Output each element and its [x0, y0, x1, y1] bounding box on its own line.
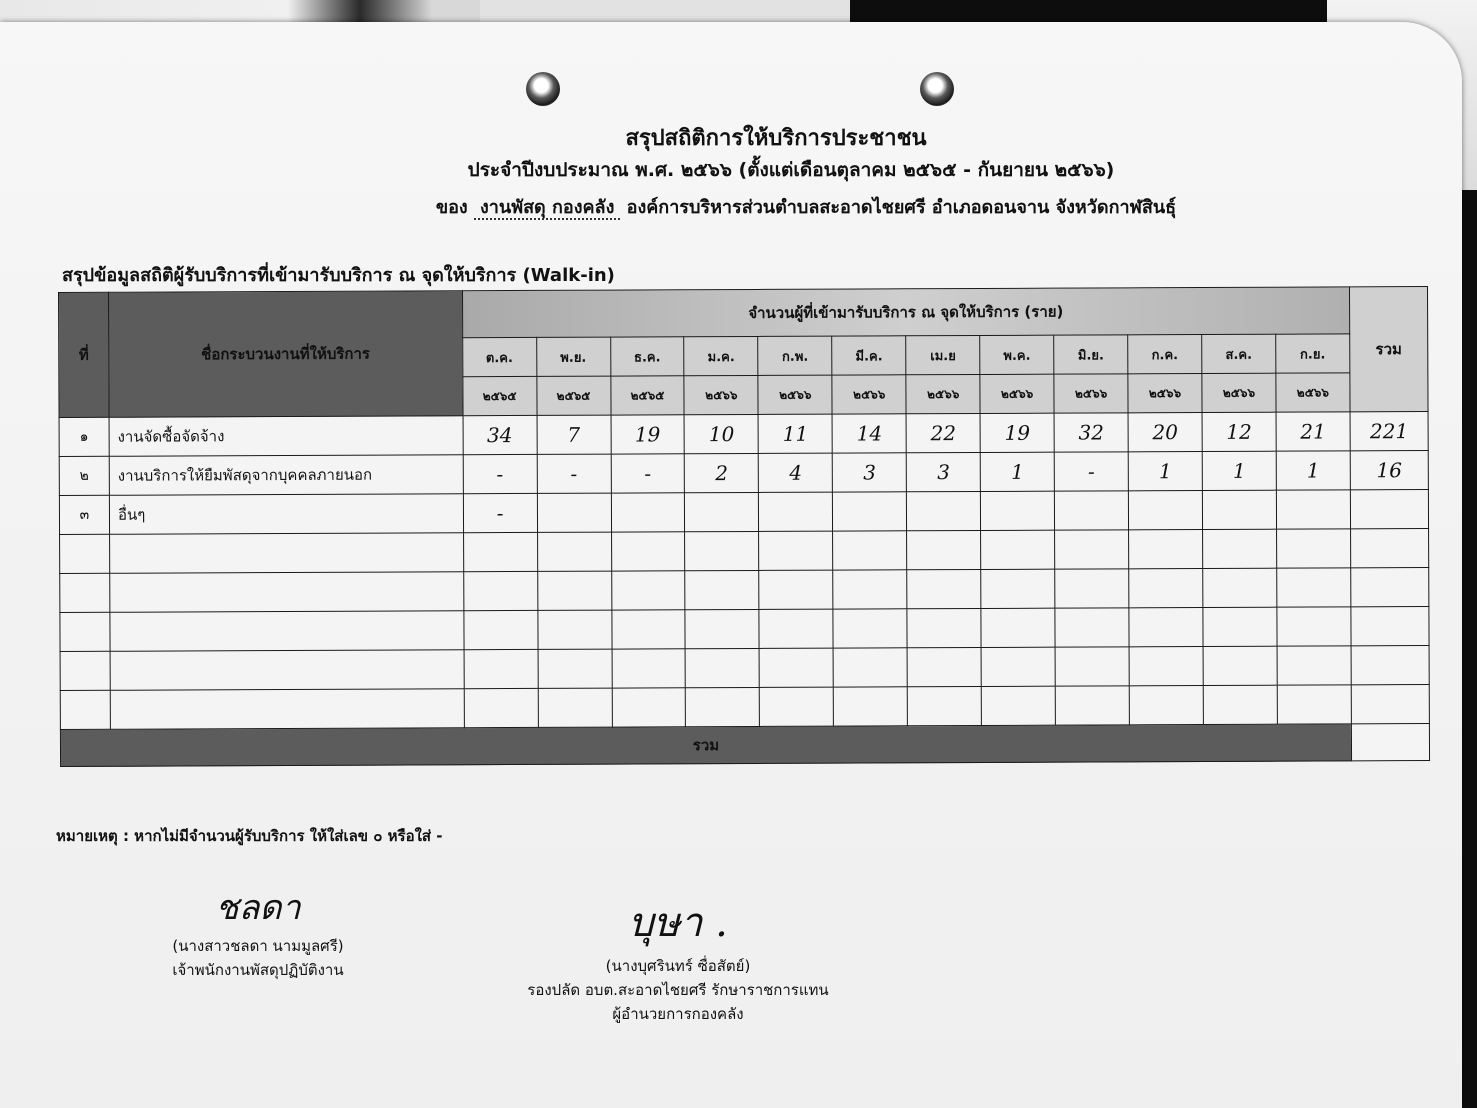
- empty-cell: [464, 649, 538, 688]
- empty-cell: [981, 569, 1055, 608]
- empty-cell: [833, 648, 907, 687]
- empty-table-row: [60, 607, 1429, 652]
- empty-cell: [1203, 685, 1277, 724]
- month-value-cell: -: [463, 454, 537, 493]
- month-value-cell: 19: [980, 413, 1054, 452]
- empty-cell: [60, 573, 110, 612]
- empty-cell: [760, 687, 834, 726]
- month-header: ส.ค.: [1202, 334, 1276, 373]
- month-value-cell: [611, 493, 685, 532]
- month-header: มี.ค.: [832, 336, 906, 375]
- month-value-cell: 4: [759, 453, 833, 492]
- month-value-cell: 20: [1128, 413, 1202, 452]
- month-value-cell: 1: [980, 452, 1054, 491]
- month-value-cell: 2: [685, 453, 759, 492]
- empty-cell: [538, 649, 612, 688]
- empty-cell: [463, 532, 537, 571]
- signatory-name: (นางสาวชลดา นามมูลศรี): [172, 937, 344, 955]
- month-value-cell: [1055, 491, 1129, 530]
- empty-cell: [907, 530, 981, 569]
- empty-cell: [1351, 685, 1429, 724]
- month-value-cell: [1128, 491, 1202, 530]
- month-value-cell: [833, 492, 907, 531]
- empty-cell: [1277, 607, 1351, 646]
- table-row: [59, 412, 1428, 457]
- org-unit: งานพัสดุ กองคลัง: [474, 197, 620, 220]
- year-header: ๒๕๖๕: [536, 376, 610, 415]
- row-number: ๒: [59, 456, 109, 495]
- year-header: ๒๕๖๖: [906, 374, 980, 413]
- signature-block-officer: [138, 880, 378, 982]
- org-prefix: ของ: [435, 197, 468, 218]
- empty-cell: [1351, 607, 1429, 646]
- empty-cell: [1203, 529, 1277, 568]
- document-page: [0, 22, 1462, 1108]
- empty-cell: [110, 611, 464, 652]
- month-header: ก.ย.: [1276, 334, 1350, 373]
- empty-cell: [463, 571, 537, 610]
- empty-cell: [537, 532, 611, 571]
- signatory-position-2: ผู้อำนวยการกองคลัง: [612, 1005, 744, 1023]
- month-header: ธ.ค.: [610, 337, 684, 376]
- year-header: ๒๕๖๖: [758, 375, 832, 414]
- empty-cell: [1055, 530, 1129, 569]
- empty-cell: [60, 612, 110, 651]
- month-value-cell: 7: [537, 415, 611, 454]
- col-group-header: จำนวนผู้ที่เข้ามารับบริการ ณ จุดให้บริการ (ราย): [462, 287, 1349, 338]
- empty-cell: [1350, 529, 1428, 568]
- empty-cell: [1129, 608, 1203, 647]
- year-header: ๒๕๖๖: [832, 375, 906, 414]
- table-body: [59, 412, 1429, 730]
- empty-cell: [685, 570, 759, 609]
- footnote: หมายเหตุ : หากไม่มีจำนวนผู้รับบริการ ให้ใส่เลข ๐ หรือใส่ -: [56, 827, 443, 845]
- empty-table-row: [60, 568, 1429, 613]
- row-total-cell: 16: [1350, 451, 1428, 490]
- month-header: มิ.ย.: [1054, 335, 1128, 374]
- month-header: พ.ค.: [980, 335, 1054, 374]
- empty-cell: [1203, 646, 1277, 685]
- empty-cell: [686, 648, 760, 687]
- process-name: อื่นๆ: [109, 494, 463, 535]
- empty-cell: [907, 647, 981, 686]
- empty-cell: [1277, 685, 1351, 724]
- year-header: ๒๕๖๖: [980, 374, 1054, 413]
- year-header: ๒๕๖๖: [684, 375, 758, 414]
- month-value-cell: 19: [611, 415, 685, 454]
- table-footer-row: [60, 724, 1429, 767]
- empty-cell: [1129, 647, 1203, 686]
- month-value-cell: [981, 491, 1055, 530]
- signatory-position: เจ้าพนักงานพัสดุปฏิบัติงาน: [172, 961, 344, 979]
- row-total-cell: 221: [1350, 412, 1428, 451]
- table-row: [59, 490, 1428, 535]
- empty-cell: [464, 688, 538, 727]
- month-value-cell: -: [611, 454, 685, 493]
- empty-cell: [907, 569, 981, 608]
- col-header-total: รวม: [1349, 287, 1428, 412]
- process-name: งานบริการให้ยืมพัสดุจากบุคคลภายนอก: [109, 455, 463, 496]
- empty-cell: [759, 648, 833, 687]
- punch-hole-icon: [526, 72, 560, 106]
- month-value-cell: [685, 492, 759, 531]
- row-number: ๓: [59, 495, 109, 534]
- empty-cell: [759, 570, 833, 609]
- month-value-cell: 3: [906, 452, 980, 491]
- empty-cell: [110, 689, 464, 730]
- year-header: ๒๕๖๖: [1202, 373, 1276, 412]
- empty-cell: [1351, 646, 1429, 685]
- footer-total-label: รวม: [60, 724, 1351, 767]
- empty-cell: [833, 609, 907, 648]
- year-header: ๒๕๖๖: [1276, 373, 1350, 412]
- signature-block-director: [488, 890, 868, 1026]
- empty-cell: [110, 572, 464, 613]
- empty-cell: [60, 690, 110, 729]
- empty-cell: [1277, 646, 1351, 685]
- row-number: ๑: [59, 417, 109, 456]
- signatory-position: รองปลัด อบต.สะอาดไชยศรี รักษาราชการแทน: [527, 981, 829, 999]
- table-row: [59, 451, 1428, 496]
- month-header: ก.พ.: [758, 336, 832, 375]
- month-value-cell: [907, 491, 981, 530]
- punch-hole-icon: [920, 72, 954, 106]
- document-organization: [150, 192, 1462, 221]
- empty-cell: [981, 647, 1055, 686]
- col-header-name: ชื่อกระบวนงานที่ให้บริการ: [108, 291, 462, 418]
- empty-cell: [981, 530, 1055, 569]
- empty-cell: [1129, 686, 1203, 725]
- month-header: พ.ย.: [536, 337, 610, 376]
- empty-cell: [685, 531, 759, 570]
- empty-cell: [1277, 529, 1351, 568]
- month-value-cell: 1: [1276, 451, 1350, 490]
- empty-cell: [908, 686, 982, 725]
- empty-cell: [686, 687, 760, 726]
- month-value-cell: 11: [758, 414, 832, 453]
- empty-cell: [1277, 568, 1351, 607]
- document-title: สรุปสถิติการให้บริการประชาชน: [625, 126, 927, 151]
- signatory-name: (นางบุศรินทร์ ซื่อสัตย์): [605, 957, 751, 975]
- month-header: ต.ค.: [462, 337, 536, 376]
- month-value-cell: 14: [832, 414, 906, 453]
- empty-cell: [759, 609, 833, 648]
- empty-cell: [464, 610, 538, 649]
- month-value-cell: -: [1054, 452, 1128, 491]
- empty-cell: [1351, 568, 1429, 607]
- month-value-cell: [537, 493, 611, 532]
- year-header: ๒๕๖๕: [610, 376, 684, 415]
- empty-cell: [60, 534, 110, 573]
- month-value-cell: 3: [833, 453, 907, 492]
- month-value-cell: [1276, 490, 1350, 529]
- empty-cell: [833, 570, 907, 609]
- process-name: งานจัดซื้อจัดจ้าง: [109, 416, 463, 457]
- empty-cell: [612, 688, 686, 727]
- month-value-cell: 34: [463, 415, 537, 454]
- empty-cell: [1055, 647, 1129, 686]
- empty-cell: [834, 687, 908, 726]
- empty-cell: [537, 571, 611, 610]
- empty-cell: [1055, 608, 1129, 647]
- month-value-cell: -: [537, 454, 611, 493]
- empty-table-row: [60, 685, 1429, 730]
- empty-cell: [759, 531, 833, 570]
- empty-cell: [611, 571, 685, 610]
- empty-cell: [538, 688, 612, 727]
- month-value-cell: -: [463, 493, 537, 532]
- month-value-cell: 1: [1128, 452, 1202, 491]
- empty-cell: [1203, 607, 1277, 646]
- org-rest: องค์การบริหารส่วนตำบลสะอาดไชยศรี อำเภอดอนจาน จังหวัดกาฬสินธุ์: [626, 197, 1177, 218]
- empty-cell: [981, 608, 1055, 647]
- month-header: ก.ค.: [1128, 335, 1202, 374]
- month-value-cell: 32: [1054, 413, 1128, 452]
- document-subtitle: ประจำปีงบประมาณ พ.ศ. ๒๕๖๖ (ตั้งแต่เดือนตุลาคม ๒๕๖๕ - กันยายน ๒๕๖๖): [467, 159, 1115, 181]
- empty-cell: [833, 531, 907, 570]
- empty-cell: [1203, 568, 1277, 607]
- empty-cell: [1055, 686, 1129, 725]
- empty-cell: [60, 651, 110, 690]
- empty-cell: [1055, 569, 1129, 608]
- empty-cell: [1129, 569, 1203, 608]
- month-value-cell: 22: [906, 413, 980, 452]
- empty-table-row: [60, 529, 1429, 574]
- statistics-table: [58, 286, 1430, 767]
- empty-cell: [907, 608, 981, 647]
- col-header-no: ที่: [59, 292, 109, 417]
- month-value-cell: 1: [1202, 451, 1276, 490]
- month-value-cell: [1202, 490, 1276, 529]
- month-value-cell: 12: [1202, 412, 1276, 451]
- empty-cell: [611, 610, 685, 649]
- month-header: ม.ค.: [684, 336, 758, 375]
- row-total-cell: [1350, 490, 1428, 529]
- empty-cell: [537, 610, 611, 649]
- year-header: ๒๕๖๖: [1128, 374, 1202, 413]
- handwritten-signature: บุษา .: [628, 900, 728, 946]
- empty-cell: [110, 533, 464, 574]
- empty-cell: [1129, 530, 1203, 569]
- empty-cell: [981, 686, 1055, 725]
- month-value-cell: 10: [685, 414, 759, 453]
- empty-cell: [685, 609, 759, 648]
- year-header: ๒๕๖๕: [462, 376, 536, 415]
- empty-cell: [110, 650, 464, 691]
- month-header: เม.ย: [906, 335, 980, 374]
- month-value-cell: 21: [1276, 412, 1350, 451]
- year-header: ๒๕๖๖: [1054, 374, 1128, 413]
- handwritten-signature: ชลดา: [215, 888, 301, 928]
- section-title: สรุปข้อมูลสถิติผู้รับบริการที่เข้ามารับบริการ ณ จุดให้บริการ (Walk-in): [62, 265, 615, 286]
- footer-total-cell: [1351, 724, 1429, 761]
- empty-cell: [611, 532, 685, 571]
- empty-table-row: [60, 646, 1429, 691]
- month-value-cell: [759, 492, 833, 531]
- empty-cell: [612, 649, 686, 688]
